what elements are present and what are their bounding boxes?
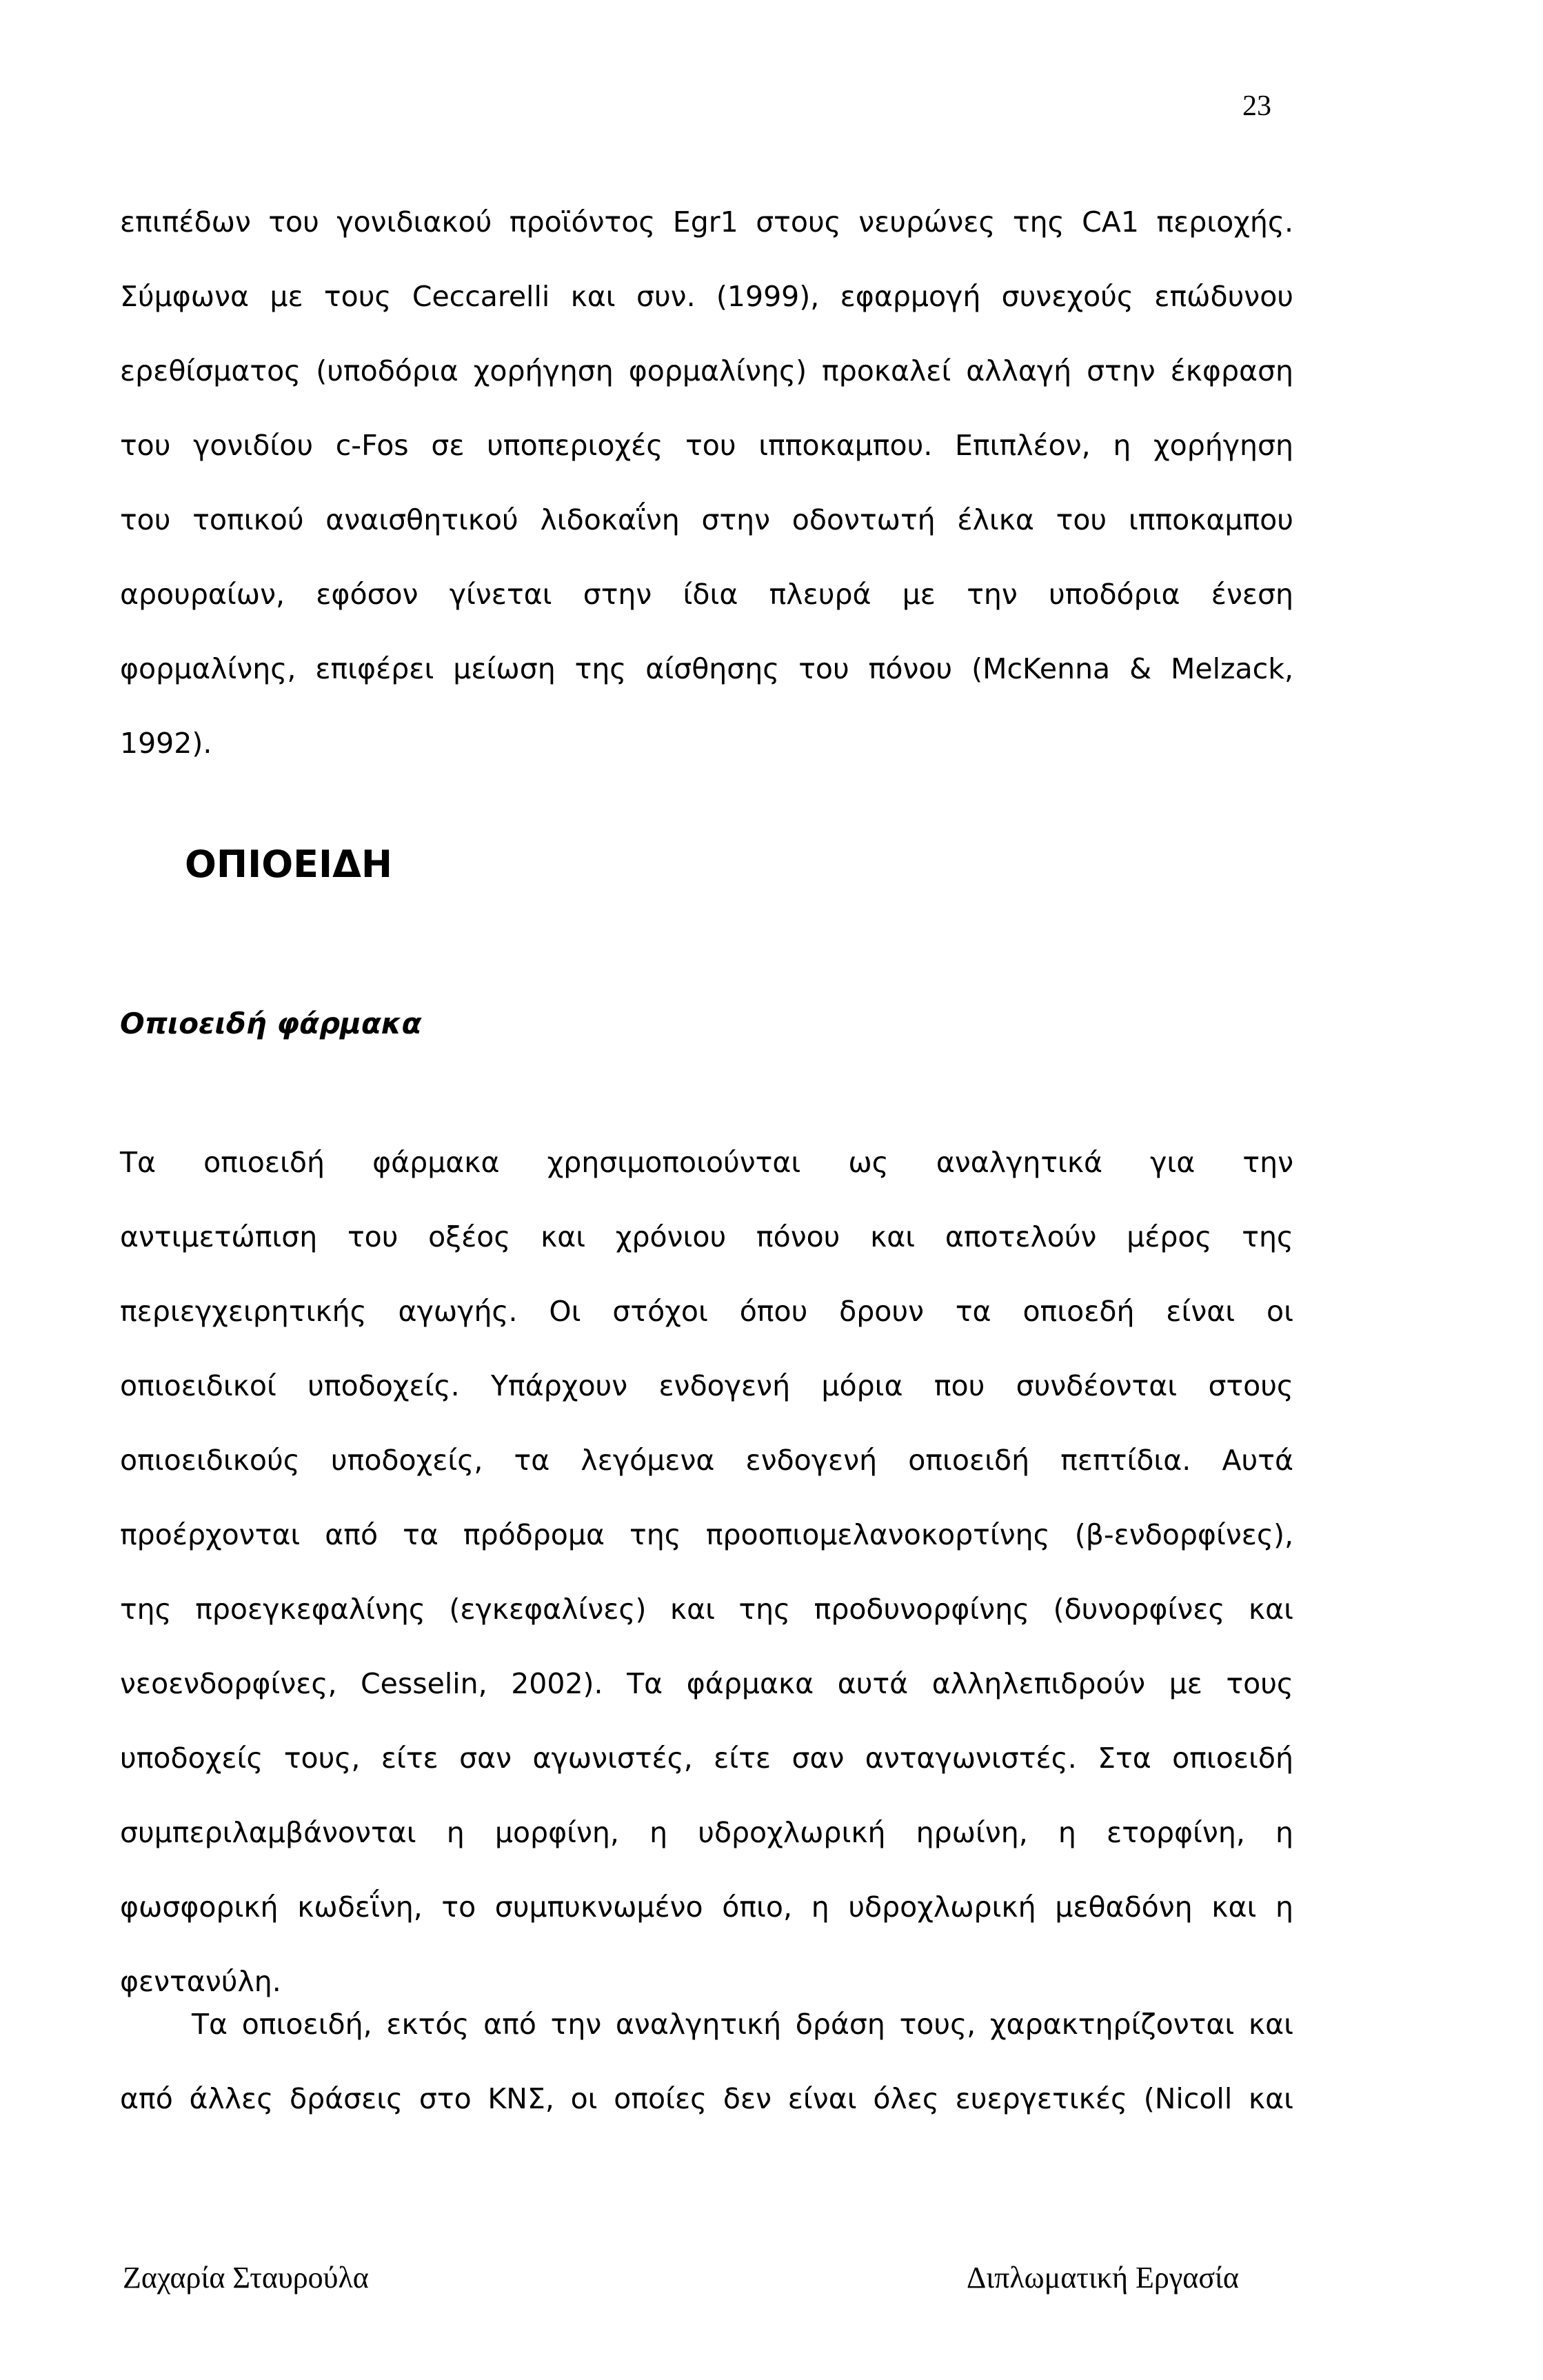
text-line: υποδοχείς τους, είτε σαν αγωνιστές, είτε σαν ανταγωνιστές. Στα οπιοειδή (120, 1742, 1293, 1775)
section-heading: ΟΠΙΟΕΙΔΗ (185, 843, 393, 886)
text-line: νεοενδορφίνες, Cesselin, 2002). Τα φάρμακα αυτά αλληλεπιδρούν με τους (120, 1667, 1293, 1700)
text-line: οπιοειδικοί υποδοχείς. Υπάρχουν ενδογενή μόρια που συνδέονται στους (120, 1369, 1293, 1402)
text-line: Τα οπιοειδή, εκτός από την αναλγητική δράση τους, χαρακτηρίζονται και (192, 2008, 1293, 2041)
text-line: Τα οπιοειδή φάρμακα χρησιμοποιούνται ως αναλγητικά για την (120, 1146, 1293, 1179)
text-line: Σύμφωνα με τους Ceccarelli και συν. (1999), εφαρμογή συνεχούς επώδυνου (120, 280, 1293, 313)
text-line: προέρχονται από τα πρόδρομα της προοπιομελανοκορτίνης (β-ενδορφίνες), (120, 1518, 1293, 1551)
text-line: περιεγχειρητικής αγωγής. Οι στόχοι όπου δρουν τα οπιοεδή είναι οι (120, 1295, 1293, 1328)
text-line: του γονιδίου c-Fos σε υποπεριοχές του ιπποκαμπου. Επιπλέον, η χορήγηση (120, 429, 1293, 462)
text-line: φεντανύλη. (120, 1965, 281, 1998)
text-line: από άλλες δράσεις στο ΚΝΣ, οι οποίες δεν είναι όλες ευεργετικές (Nicoll και (120, 2082, 1293, 2115)
page-number: 23 (1242, 90, 1271, 122)
text-line: φορμαλίνης, επιφέρει μείωση της αίσθησης του πόνου (McKenna & Melzack, (120, 652, 1293, 685)
text-line: φωσφορική κωδεΐνη, το συμπυκνωμένο όπιο, η υδροχλωρική μεθαδόνη και η (120, 1890, 1293, 1924)
text-line: οπιοειδικούς υποδοχείς, τα λεγόμενα ενδογενή οπιοειδή πεπτίδια. Αυτά (120, 1444, 1293, 1477)
text-line: αρουραίων, εφόσον γίνεται στην ίδια πλευρά με την υποδόρια ένεση (120, 578, 1293, 611)
text-line: επιπέδων του γονιδιακού προϊόντος Egr1 στους νευρώνες της CA1 περιοχής. (120, 205, 1293, 239)
text-line: της προεγκεφαλίνης (εγκεφαλίνες) και της προδυνορφίνης (δυνορφίνες και (120, 1593, 1293, 1626)
text-line: 1992). (120, 727, 212, 760)
footer-author: Ζαχαρία Σταυρούλα (123, 2261, 369, 2295)
text-line: αντιμετώπιση του οξέος και χρόνιου πόνου και αποτελούν μέρος της (120, 1220, 1293, 1253)
subsection-heading: Οπιοειδή φάρμακα (120, 1007, 422, 1040)
text-line: του τοπικού αναισθητικού λιδοκαΐνη στην οδοντωτή έλικα του ιπποκαμπου (120, 503, 1293, 536)
footer-document-type: Διπλωματική Εργασία (967, 2261, 1239, 2295)
text-line: συμπεριλαμβάνονται η μορφίνη, η υδροχλωρική ηρωίνη, η ετορφίνη, η (120, 1816, 1293, 1849)
text-line: ερεθίσματος (υποδόρια χορήγηση φορμαλίνης) προκαλεί αλλαγή στην έκφραση (120, 354, 1293, 387)
